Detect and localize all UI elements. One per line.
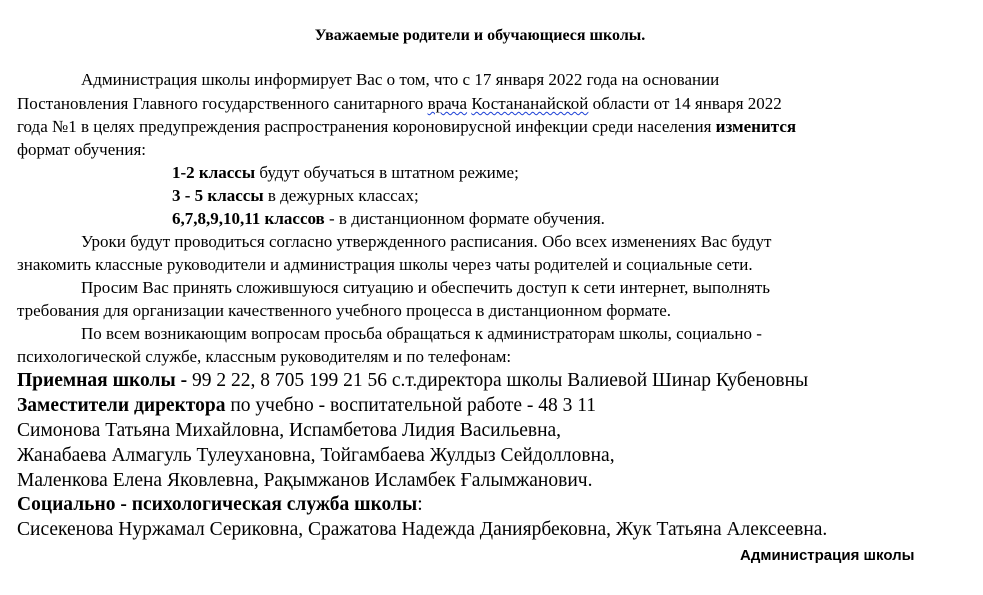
signature: Администрация школы xyxy=(740,547,915,564)
paragraph-2-line-1: Уроки будут проводиться согласно утвержденного расписания. Обо всех изменениях Вас будут xyxy=(81,232,772,251)
paragraph-3-line-2: требования для организации качественного учебного процесса в дистанционном формате. xyxy=(17,301,672,320)
paragraph-1-line-4: формат обучения: xyxy=(17,140,147,159)
class-item: 1-2 классы будут обучаться в штатном режиме; xyxy=(172,163,519,182)
page-title: Уважаемые родители и обучающиеся школы. xyxy=(314,27,646,44)
social-service-names: Сисекенова Нуржамал Сериковна, Сражатова Надежда Данияpбековна, Жук Татьяна Алексеевна. xyxy=(17,519,828,540)
paragraph-1-line-3: года №1 в целях предупреждения распространения короновирусной инфекции среди населения изменится xyxy=(17,117,797,136)
deputies-names-line: Симонова Татьяна Михайловна, Испамбетова Лидия Васильевна, xyxy=(17,420,562,441)
deputies-names-line: Жанабаева Алмагуль Тулеухановна, Тойгамбаева Жулдыз Сейдолловна, xyxy=(17,445,615,466)
social-service-line: Социально - психологическая служба школы: xyxy=(17,494,423,515)
paragraph-4-line-1: По всем возникающим вопросам просьба обращаться к администраторам школы, социально - xyxy=(81,324,762,343)
paragraph-2-line-2: знакомить классные руководители и администрация школы через чаты родителей и социальные сети. xyxy=(17,255,753,274)
deputies-line: Заместители директора по учебно - воспитательной работе - 48 3 11 xyxy=(17,395,597,416)
paragraph-1-line-2: Постановления Главного государственного санитарного врача Костананайской области от 14 января 2022 xyxy=(17,94,782,113)
class-item: 6,7,8,9,10,11 классов - в дистанционном формате обучения. xyxy=(172,209,605,228)
class-item: 3 - 5 классы в дежурных классах; xyxy=(172,186,419,205)
paragraph-4-line-2: психологической службе, классным руководителям и по телефонам: xyxy=(17,347,512,366)
reception-line: Приемная школы - 99 2 22, 8 705 199 21 56 с.т.директора школы Валиевой Шинар Кубеновны xyxy=(17,370,809,391)
spellcheck-word: Костананайской xyxy=(471,94,589,113)
spellcheck-word: врача xyxy=(427,94,468,113)
paragraph-3-line-1: Просим Вас принять сложившуюся ситуацию и обеспечить доступ к сети интернет, выполнять xyxy=(81,278,770,297)
paragraph-1-line-1: Администрация школы информирует Вас о том, что с 17 января 2022 года на основании xyxy=(81,70,720,89)
deputies-names-line: Маленкова Елена Яковлевна, Рақымжанов Исламбек Ғалымжанович. xyxy=(17,470,593,491)
